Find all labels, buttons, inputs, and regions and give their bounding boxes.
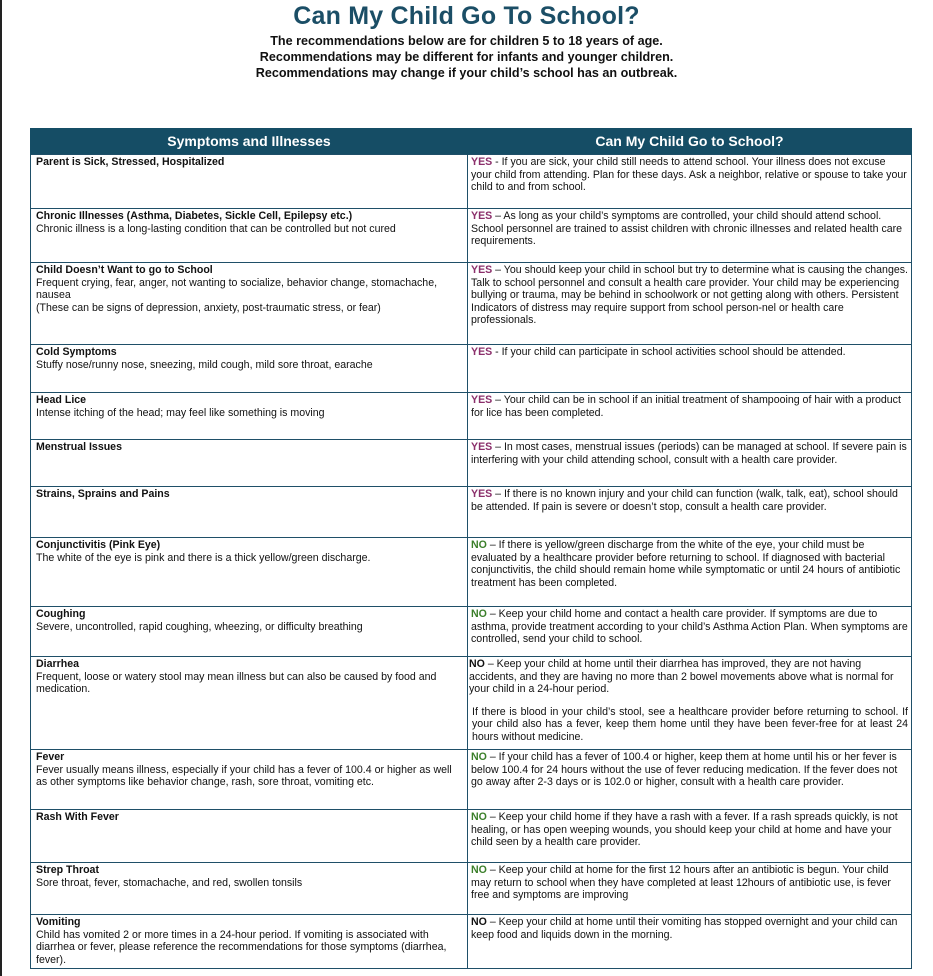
symptom-description: Chronic illness is a long-lasting condition that can be controlled but not cured — [36, 222, 396, 235]
answer-text: – Your child can be in school if an initial treatment of shampooing of hair with a product for lice has been completed. — [471, 394, 901, 419]
symptom-description: Stuffy nose/runny nose, sneezing, mild cough, mild sore throat, earache — [36, 358, 373, 371]
symptom-name: Conjunctivitis (Pink Eye) — [36, 539, 161, 551]
answer-text: – If there is yellow/green discharge from the white of the eye, your child must be evaluated by a healthcare provider before returning to school. If diagnosed with bacterial conjunctivitis, the child should remain home while symptomatic or until 24 hours of antibiotic treatment has been completed. — [471, 539, 901, 589]
answer-label: NO — [471, 811, 487, 823]
answer-text: – If there is no known injury and your child can function (walk, talk, eat), school should be attended. If pain is severe or doesn’t stop, consult a health care provider. — [471, 488, 898, 513]
answer-cell — [468, 393, 912, 440]
symptom-note: (These can be signs of depression, anxiety, post-traumatic stress, or fear) — [36, 301, 381, 314]
symptom-name: Rash With Fever — [36, 811, 119, 823]
header-line-2: Recommendations may be different for infants and younger children. — [259, 50, 674, 64]
table-row — [31, 915, 912, 969]
symptom-description: The white of the eye is pink and there is a thick yellow/green discharge. — [36, 551, 371, 564]
column-header-answer: Can My Child Go to School? — [468, 128, 912, 155]
table-row — [31, 155, 912, 209]
symptom-description: Child has vomited 2 or more times in a 24-hour period. If vomiting is associated with diarrhea or fever, please reference the recommendations for those symptoms (diarrhea, fever). — [36, 928, 447, 966]
answer-label: YES — [471, 156, 493, 168]
table-row — [31, 657, 912, 750]
symptom-description: Frequent crying, fear, anger, not wanting to socialize, behavior change, stomachache, nausea — [36, 276, 438, 301]
symptom-cell — [31, 750, 468, 810]
answer-text: – If your child has a fever of 100.4 or higher, keep them at home until his or her fever is below 100.4 for 24 hours without the use of fever reducing medication. If the fever does not go away after 2-3 days or is 102.0 or higher, consult with a health care provider. — [471, 751, 898, 788]
symptom-name: Menstrual Issues — [36, 441, 122, 453]
symptom-cell — [31, 209, 468, 263]
answer-label: YES — [471, 488, 493, 500]
symptom-name: Cold Symptoms — [36, 346, 117, 358]
symptom-cell — [31, 393, 468, 440]
symptom-description: Sore throat, fever, stomachache, and red, swollen tonsils — [36, 876, 303, 889]
answer-label: YES — [471, 264, 493, 276]
symptom-name: Head Lice — [36, 394, 87, 406]
symptom-name: Child Doesn’t Want to go to School — [36, 264, 213, 276]
table-row — [31, 863, 912, 915]
answer-cell — [468, 209, 912, 263]
answer-cell — [468, 155, 912, 209]
column-header-symptoms: Symptoms and Illnesses — [31, 128, 468, 155]
table-header-row — [31, 128, 912, 155]
symptom-cell — [31, 538, 468, 607]
symptom-cell — [31, 263, 468, 345]
symptom-cell — [31, 345, 468, 393]
symptom-name: Vomiting — [36, 916, 81, 928]
header-line-1: The recommendations below are for children 5 to 18 years of age. — [270, 34, 663, 48]
answer-label: NO — [471, 608, 487, 620]
answer-text: – Keep your child home if they have a rash with a fever. If a rash spreads quickly, is not healing, or has open weeping wounds, you should keep your child at home and have your child seen by a health care provider. — [471, 811, 898, 848]
symptom-description: Fever usually means illness, especially if your child has a fever of 100.4 or higher as well as other symptoms like behavior change, rash, sore throat, vomiting etc. — [36, 763, 452, 788]
symptom-name: Diarrhea — [36, 658, 79, 670]
answer-label: NO — [471, 751, 487, 763]
answer-text: - If you are sick, your child still needs to attend school. Your illness does not excuse your child from attending. Plan for these days. Ask a neighbor, relative or spouse to take your child to and from school. — [471, 156, 907, 193]
answer-text: – Keep your child at home for the first 12 hours after an antibiotic is begun. Your child may return to school when they have completed at least 12hours of antibiotic use, is fever free and symptoms are improving — [471, 864, 891, 901]
answer-cell — [468, 915, 912, 969]
page-title: Can My Child Go To School? — [293, 2, 640, 30]
symptom-name: Chronic Illnesses (Asthma, Diabetes, Sickle Cell, Epilepsy etc.) — [36, 210, 353, 222]
answer-label: YES — [471, 210, 493, 222]
answer-cell — [468, 263, 912, 345]
answer-label: YES — [471, 441, 493, 453]
answer-label: YES — [471, 346, 493, 358]
symptom-name: Coughing — [36, 608, 86, 620]
answer-cell — [468, 538, 912, 607]
symptom-cell — [31, 915, 468, 969]
table-row — [31, 538, 912, 607]
symptom-cell — [31, 657, 468, 750]
answer-label: NO — [471, 539, 487, 551]
answer-cell — [468, 345, 912, 393]
answer-text: - If your child can participate in school activities school should be attended. — [492, 346, 846, 358]
table-row — [31, 263, 912, 345]
answer-label: NO — [471, 916, 487, 928]
answer-label: NO — [469, 658, 485, 670]
symptom-description: Frequent, loose or watery stool may mean illness but can also be caused by food and medication. — [36, 670, 437, 695]
symptom-description: Severe, uncontrolled, rapid coughing, wheezing, or difficulty breathing — [36, 620, 363, 633]
answer-cell — [468, 750, 912, 810]
answer-label: YES — [471, 394, 493, 406]
table-row — [31, 607, 912, 657]
symptom-cell — [31, 440, 468, 487]
symptom-name: Fever — [36, 751, 65, 763]
symptom-cell — [31, 487, 468, 538]
symptom-cell — [31, 863, 468, 915]
table-row — [31, 345, 912, 393]
answer-cell — [468, 440, 912, 487]
table-row — [31, 393, 912, 440]
answer-cell — [468, 810, 912, 863]
answer-cell — [468, 657, 912, 750]
answer-text-extra: If there is blood in your child’s stool, see a healthcare provider before returning to school. If your child also has a fever, keep them home until they have been fever-free for at least 24 hours without medicine. — [472, 705, 908, 743]
answer-text: – In most cases, menstrual issues (periods) can be managed at school. If severe pain is interfering with your child attending school, consult with a health care provider. — [471, 441, 907, 466]
symptom-cell — [31, 607, 468, 657]
symptom-description: Intense itching of the head; may feel like something is moving — [36, 406, 325, 419]
answer-cell — [468, 863, 912, 915]
answer-label: NO — [471, 864, 487, 876]
symptom-name: Parent is Sick, Stressed, Hospitalized — [36, 156, 225, 168]
table-row — [31, 440, 912, 487]
recommendation-table — [30, 128, 912, 969]
symptom-cell — [31, 810, 468, 863]
answer-text: – Keep your child at home until their vomiting has stopped overnight and your child can keep food and liquids down in the morning. — [471, 916, 898, 941]
paragraph-gap — [469, 696, 908, 706]
answer-cell — [468, 607, 912, 657]
answer-text: – As long as your child’s symptoms are controlled, your child should attend school. School personnel are trained to assist children with chronic illnesses and related health care requirements. — [471, 210, 903, 247]
table-row — [31, 810, 912, 863]
table-row — [31, 209, 912, 263]
answer-text: – Keep your child home and contact a health care provider. If symptoms are due to asthma, provide treatment according to your child’s Asthma Action Plan. When symptoms are controlled, send your child to school. — [471, 608, 908, 645]
answer-cell — [468, 487, 912, 538]
symptom-cell — [31, 155, 468, 209]
page-left-border — [0, 0, 2, 976]
table-row — [31, 750, 912, 810]
table-row — [31, 487, 912, 538]
symptom-name: Strep Throat — [36, 864, 99, 876]
header-line-3: Recommendations may change if your child’s school has an outbreak. — [255, 66, 678, 80]
symptom-name: Strains, Sprains and Pains — [36, 488, 170, 500]
answer-text: – You should keep your child in school but try to determine what is causing the changes. Talk to school personnel and consult a health care provider. Your child may be experiencing bullying or trauma, may be behind in schoolwork or not getting along with others. Persistent Indicators of distress may require support from school person-nel or health care professionals. — [471, 264, 908, 326]
answer-text: – Keep your child at home until their diarrhea has improved, they are not having accidents, and they are having no more than 2 bowel movements above what is normal for your child in a 24-hour period. — [469, 658, 894, 695]
